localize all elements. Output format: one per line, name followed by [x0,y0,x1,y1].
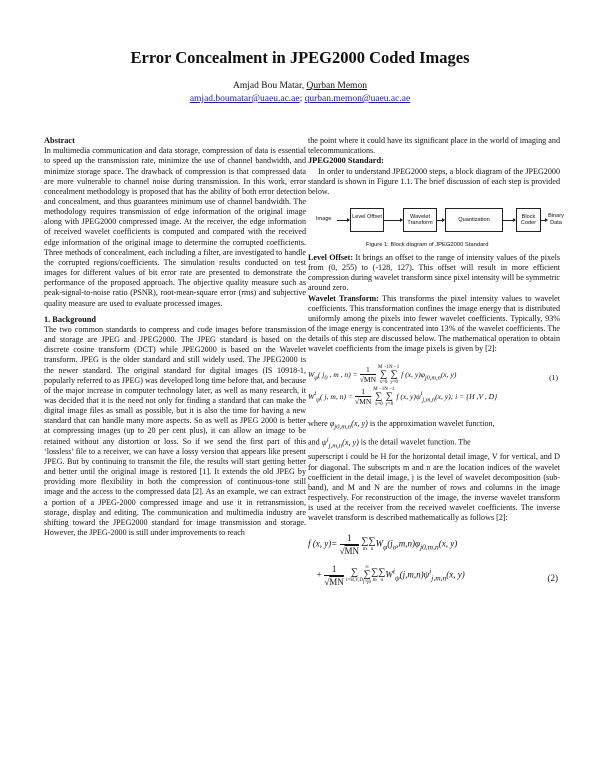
email-1-link[interactable]: amjad.boumatar@uaeu.ac.ae [189,94,300,104]
paper-title: Error Concealment in JPEG2000 Coded Images [130,48,470,67]
sum-x: M −1 ∑ x=0 [373,386,385,407]
level-offset-label: Level Offset: [308,252,354,262]
sum-n: ∑ n [368,535,376,552]
background-text: The two common standards to compress and code images before transmission and storage are JPEG and JPEG2000. The JPEG standard is based on the discrete cosine transform (DCT) while JPEG2000 is based on the Wavelet transform. JPEG is the older standard and still widely used. The JPEG2000 is the newer standard. The original standard for digital images (IS 10918-1, popularly referred to as JPEG) was developed long time before that, and because of the major increase in computer technology later, as well as many research, it was decided that it is the need not only for finding a standard that can make the digital image files as small as possible, but it is also the time for having a new standard that can handle many more aspects. So as well as JPEG 2000 is better at compressing images (up to 20 per cent plus), it can allow an image to be retained without any distortion or loss. So if we send the first part of this ‘lossless’ file to a receiver, we can have a lossy version that appears like present JPEG. But by continuing to transmit the file, the results will start getting better and better until the original image is restored [1]. It extends the old JPEG by providing more flexibility in both the compression of continuous-tone still image and the access to the compressed data [2]. As an example, we can extract a portion of a JPEG-2000 compressed image and use it in retransmission, storage, display and editing. The communication and multimedia industry are shifting toward the JPEG2000 standard for image transmission and storage. However, the JPEG-2000 is still under improvements to reach [44,324,306,538]
sum-m: ∑ m [361,535,369,552]
author-2-link[interactable]: Qurban Memon [306,81,367,91]
fraction: $\frac{1}{√MN}$ [324,563,344,587]
wavelet-transform-block: Wavelet Transform [403,208,437,232]
abstract-text: In multimedia communication and data storage, compression of data is essential to speed up the transmission rate, minimize the use of channel bandwidth, and minimize storage space. The drawback of compression is that compressed data are more vulnerable to channel noise during transmission. In this work, error concealment methodology is proposed that has the ability of both error detection and concealment, and thus guarantees minimum use of channel bandwidth. The methodology requires transmission of edge information of the original image along with JPEG2000 compressed image. At the receiver, the edge information of received wavelet coefficients is computed and compared with the received edge information of the original image to determine the corrupted coefficients. Three methods of concealment, each including a filter, are investigated to handle the corrupted regions/coefficients. The simulation results conducted on test images for different values of bit error rate are presented to demonstrate the performance of the proposed approach. The objective quality measure such as peak-signal-to-noise ratio (PSNR), root-mean-square error (rms) and subjective quality measure are used to evaluate processed images. [44,146,306,308]
quantization-block: Quantization [445,208,503,232]
sum-j: ∞ ∑ j=j0 [362,565,372,586]
fraction: $\frac{1}{√MN}$ [339,532,360,556]
wavelet-text: This transforms the pixel intensity values to wavelet coefficients. This transformation confines the image energy that is distributed uniformly among the pixels into fewer wavelet coefficients. Typically, 93% of the image energy is concentrated into 13% of the wavelet coefficients. The details of this step are discussed below. The mathematical operation to obtain wavelet coefficients from the image pixels is given by [2]: [308,293,560,354]
diagram-output-label: Binary Data [548,212,564,226]
author-1: Amjad Bou Matar, [233,81,305,91]
abstract-heading: Abstract [44,136,75,145]
psi-symbol: $\psi^i_{j,m,n}(x$, y) [321,436,359,450]
equation-1b: $W^i_\psi$( j, m, n) = $\frac{1}{√MN}$ M −1 ∑ x=0N −1 ∑ y=0 f (x, $y)\psi^i_{j,m,n}(x$, y); i = {H ,V , D} [308,386,498,407]
equation-1 [308,365,560,411]
sum-y: N −1 ∑ y=0 [384,386,395,407]
background-heading: 1. Background [44,314,96,324]
equation-1a: $W_\varphi$( $j_0$ , m , n) = $\frac{1}{√MN}$ M −1 ∑ x=0N −1 ∑ y=0 f (x, $y)\varphi_{j0,m,n}(x$, y) [308,364,457,385]
continuation-text: the point where it could have its significant place in the world of imaging and telecommunications. [308,136,560,156]
fraction: $\frac{1}{√MN}$ [354,387,372,407]
wavelet-label: Wavelet Transform: [308,293,379,303]
author-emails [0,93,600,106]
sum-i: ∑ i=H,V,D [346,566,363,583]
equation-2 [308,532,560,588]
jpeg2000-heading: JPEG2000 Standard: [308,156,384,166]
equation-2-number: (2) [547,572,558,583]
right-column [306,136,564,588]
and-text: is the detail wavelet function. The [360,437,471,447]
figure-caption: Figure 1: Block diagram of JPEG2000 Standard [366,241,489,248]
diagram-input-label: Image [316,215,332,222]
arrow [337,220,349,221]
sum-y: N −1 ∑ y=0 [389,364,400,385]
sum-x: M −1 ∑ x=0 [378,364,390,385]
equation-2b: + $\frac{1}{√MN}$ ∑ i=H,V,D∞ ∑ j=j0 ∑ m ∑ $nW^i_\psi(j,m,n)\psi^i_{j,m,n}(x$, y) [316,563,465,587]
where-line [308,417,560,434]
wavelet-description-text: superscript i could be H for the horizontal detail image, V for vertical, and D for diagonal. The subscripts m and n are the location indices of the wavelet coefficient in the detail image, j is the level of wavelet decomposition (sub-band), and M and N are the number of rows and columns in the image respectively. For reconstruction of the image, the inverse wavelet transform is used at the receiver from the received wavelet coefficients. The inverse wavelet transform is described mathematically as follows [2]: [308,452,560,523]
equation-2a: f (x, y)= $\frac{1}{√MN}$ ∑ m ∑ $nW_\varphi(j_o,m,n)\varphi_{j0,m,n}(x$, y) [308,532,458,556]
equation-1-number: (1) [549,372,558,382]
sum-n: ∑ n [378,566,386,583]
author-block [0,80,600,106]
fraction: $\frac{1}{√MN}$ [359,365,377,385]
phi-symbol: $\varphi_{j0,m,n}(x$, y) [329,418,368,431]
and-line [308,433,560,452]
where-word: where [308,418,328,428]
wavelet-paragraph [308,294,560,355]
level-offset-block: Level Offset [350,208,384,232]
block-diagram [308,203,564,251]
email-separator: ; [299,94,303,104]
author-names [0,80,600,93]
block-coder-block: Block Coder [516,208,541,232]
arrow [437,220,444,221]
standard-intro-text: In order to understand JPEG2000 steps, a block diagram of the JPEG2000 standard is shown in Figure 1.1. The brief discussion of each step is provided below. [308,166,560,196]
left-column [44,136,306,538]
sum-m: ∑ m [371,566,379,583]
level-offset-text: It brings an offset to the range of intensity values of the pixels from (0, 255) to (-128, 127). This offset will result in more efficient compression during wavelet transform since pixel intensity will be symmetric around zero. [308,252,560,293]
where-text: is the approximation wavelet function, [369,418,495,428]
email-2-link[interactable]: qurban.memon@uaeu.ac.ae [304,94,411,104]
arrow [384,220,402,221]
arrow [541,220,547,221]
arrow [503,220,515,221]
and-word: and [308,437,320,447]
level-offset-paragraph [308,253,560,294]
